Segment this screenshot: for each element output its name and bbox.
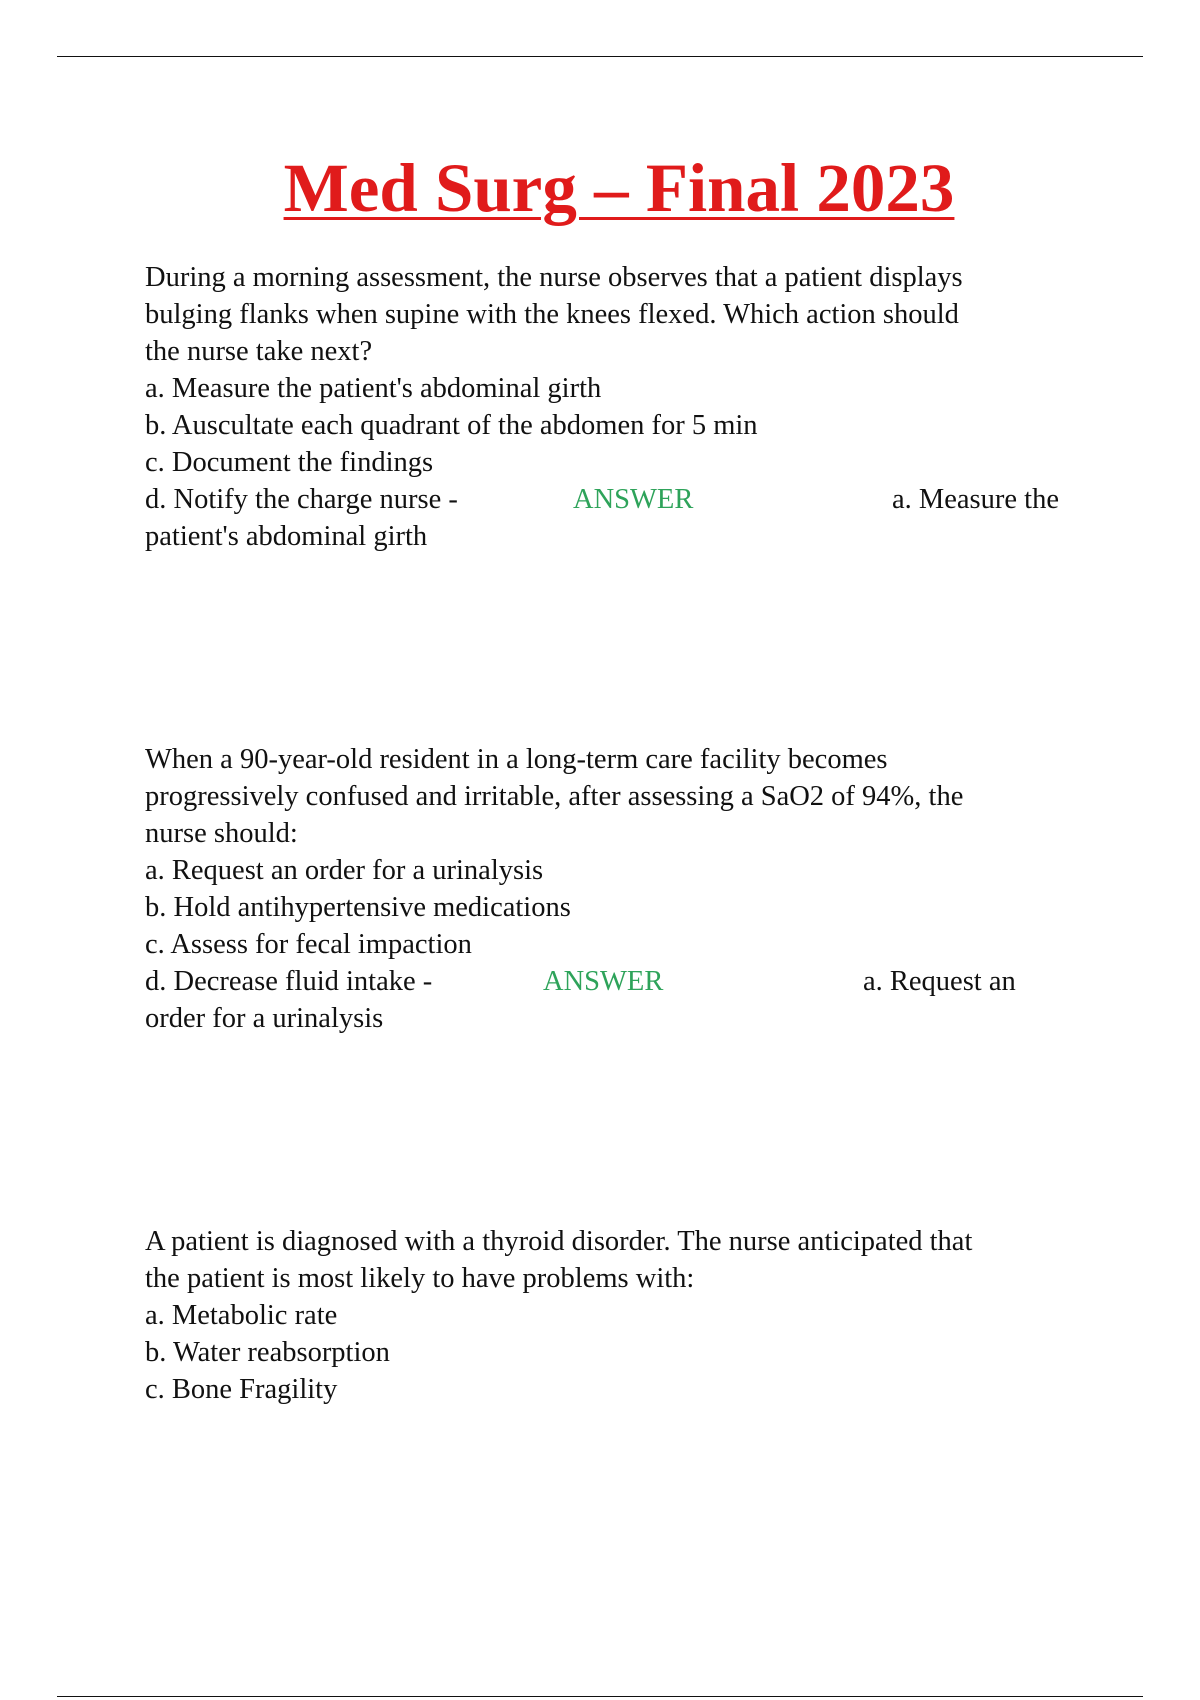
- option-d: d. Decrease fluid intake -: [145, 966, 433, 997]
- question-1: [145, 259, 1095, 555]
- question-stem-line: the patient is most likely to have problems with:: [145, 1263, 695, 1294]
- option-a: a. Measure the patient's abdominal girth: [145, 373, 602, 404]
- option-c: c. Bone Fragility: [145, 1374, 338, 1405]
- option-d: d. Notify the charge nurse -: [145, 484, 458, 515]
- question-2: [145, 741, 1095, 1037]
- question-stem-line: the nurse take next?: [145, 336, 373, 367]
- question-stem-line: progressively confused and irritable, after assessing a SaO2 of 94%, the: [145, 781, 964, 812]
- option-d-answer-row: [145, 481, 1095, 518]
- answer-label: ANSWER: [573, 484, 694, 515]
- option-c: c. Document the findings: [145, 447, 434, 478]
- answer-text: a. Request an: [863, 966, 1016, 997]
- bottom-divider: [57, 1696, 1143, 1697]
- answer-label: ANSWER: [543, 966, 664, 997]
- question-stem-line: bulging flanks when supine with the knees flexed. Which action should: [145, 299, 959, 330]
- option-a: a. Metabolic rate: [145, 1300, 338, 1331]
- answer-text-continued: order for a urinalysis: [145, 1003, 384, 1034]
- option-b: b. Auscultate each quadrant of the abdomen for 5 min: [145, 410, 758, 441]
- option-d-answer-row: [145, 963, 1095, 1000]
- question-stem-line: During a morning assessment, the nurse observes that a patient displays: [145, 262, 963, 293]
- answer-text: a. Measure the: [892, 484, 1059, 515]
- question-stem-line: When a 90-year-old resident in a long-term care facility becomes: [145, 744, 888, 775]
- answer-text-continued: patient's abdominal girth: [145, 521, 428, 552]
- question-stem-line: A patient is diagnosed with a thyroid disorder. The nurse anticipated that: [145, 1226, 973, 1257]
- option-a: a. Request an order for a urinalysis: [145, 855, 544, 886]
- option-c: c. Assess for fecal impaction: [145, 929, 472, 960]
- option-b: b. Water reabsorption: [145, 1337, 390, 1368]
- top-divider: [57, 56, 1143, 57]
- option-b: b. Hold antihypertensive medications: [145, 892, 571, 923]
- question-3: [145, 1223, 1095, 1408]
- page-title: Med Surg – Final 2023: [283, 150, 955, 226]
- question-stem-line: nurse should:: [145, 818, 298, 849]
